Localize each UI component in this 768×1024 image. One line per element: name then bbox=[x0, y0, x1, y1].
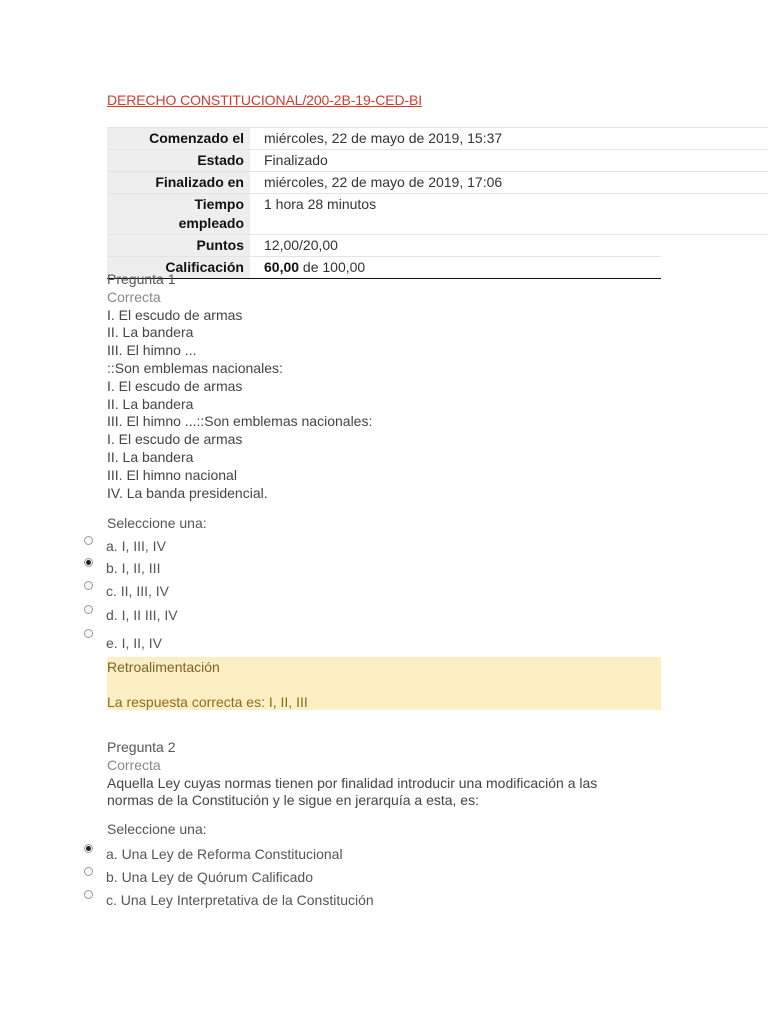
grade-value-score: 60,00 bbox=[264, 259, 300, 275]
feedback-title: Retroalimentación bbox=[107, 659, 220, 675]
summary-row-started bbox=[107, 127, 768, 149]
question-text-line: III. El himno ...::Son emblemas nacionales: bbox=[107, 413, 373, 430]
finished-label: Finalizado en bbox=[107, 172, 250, 193]
q1-option-b[interactable] bbox=[84, 559, 160, 576]
select-prompt: Seleccione una: bbox=[107, 821, 207, 838]
time-label-line-1: Tiempo bbox=[194, 196, 244, 212]
question-2 bbox=[107, 739, 597, 839]
summary-row-state bbox=[107, 149, 768, 171]
question-text-line: ::Son emblemas nacionales: bbox=[107, 359, 283, 376]
points-value: 12,00/20,00 bbox=[250, 235, 768, 256]
question-state: Correcta bbox=[107, 288, 161, 305]
radio-icon[interactable] bbox=[84, 890, 93, 899]
radio-checked-icon[interactable] bbox=[84, 844, 93, 853]
radio-checked-icon[interactable] bbox=[84, 558, 93, 567]
grade-value-total: de 100,00 bbox=[299, 259, 366, 275]
question-text-line: IV. La banda presidencial. bbox=[107, 484, 268, 501]
q2-option-b[interactable] bbox=[84, 868, 313, 885]
finished-value: miércoles, 22 de mayo de 2019, 17:06 bbox=[250, 172, 768, 193]
q2-option-c[interactable] bbox=[84, 891, 374, 908]
started-label: Comenzado el bbox=[107, 128, 250, 149]
question-text-line: normas de la Constitución y le sigue en jerarquía a esta, es: bbox=[107, 792, 479, 809]
radio-icon[interactable] bbox=[84, 536, 93, 545]
option-label: e. I, II, IV bbox=[106, 635, 163, 651]
summary-row-finished bbox=[107, 171, 768, 193]
course-breadcrumb-link[interactable]: DERECHO CONSTITUCIONAL/200-2B-19-CED-BI bbox=[107, 92, 423, 108]
attempt-summary-table bbox=[107, 127, 768, 279]
option-label: b. I, II, III bbox=[106, 560, 161, 576]
radio-icon[interactable] bbox=[84, 629, 93, 638]
feedback-box bbox=[107, 657, 661, 710]
option-label: c. II, III, IV bbox=[106, 583, 170, 599]
question-text bbox=[107, 307, 372, 503]
points-label: Puntos bbox=[107, 235, 250, 256]
select-prompt: Seleccione una: bbox=[107, 515, 207, 532]
question-number: Pregunta 2 bbox=[107, 739, 176, 755]
question-state: Correcta bbox=[107, 756, 161, 773]
correct-answer-text: La respuesta correcta es: I, II, III bbox=[107, 694, 308, 710]
option-label: a. I, III, IV bbox=[106, 538, 166, 554]
radio-icon[interactable] bbox=[84, 581, 93, 590]
question-text-line: I. El escudo de armas bbox=[107, 377, 243, 394]
option-label: a. Una Ley de Reforma Constitucional bbox=[106, 846, 343, 862]
radio-icon[interactable] bbox=[84, 605, 93, 614]
option-label: c. Una Ley Interpretativa de la Constitución bbox=[106, 892, 374, 908]
time-value: 1 hora 28 minutos bbox=[250, 194, 768, 234]
option-label: d. I, II III, IV bbox=[106, 607, 178, 623]
state-label: Estado bbox=[107, 150, 250, 171]
summary-row-points bbox=[107, 234, 768, 256]
q1-option-c[interactable] bbox=[84, 582, 169, 599]
started-value: miércoles, 22 de mayo de 2019, 15:37 bbox=[250, 128, 768, 149]
question-text-line: III. El himno nacional bbox=[107, 466, 237, 483]
question-text-line: III. El himno ... bbox=[107, 342, 197, 359]
summary-row-time bbox=[107, 193, 768, 234]
q2-option-a[interactable] bbox=[84, 845, 343, 862]
state-value: Finalizado bbox=[250, 150, 768, 171]
question-text-line: I. El escudo de armas bbox=[107, 431, 243, 448]
radio-icon[interactable] bbox=[84, 867, 93, 876]
question-text-line: II. La bandera bbox=[107, 395, 194, 412]
q1-option-d[interactable] bbox=[84, 606, 178, 623]
question-number: Pregunta 1 bbox=[107, 271, 176, 287]
question-text-line: II. La bandera bbox=[107, 324, 194, 341]
question-text-line: I. El escudo de armas bbox=[107, 306, 243, 323]
q1-option-e[interactable] bbox=[84, 630, 162, 651]
time-label-line-2: empleado bbox=[178, 215, 244, 231]
q1-option-a[interactable] bbox=[84, 537, 166, 554]
question-text-line: II. La bandera bbox=[107, 448, 194, 465]
question-text bbox=[107, 775, 597, 811]
grade-label: Calificación bbox=[107, 257, 250, 278]
question-text-line: Aquella Ley cuyas normas tienen por finalidad introducir una modificación a las bbox=[107, 774, 598, 791]
question-1 bbox=[107, 271, 372, 533]
option-label: b. Una Ley de Quórum Calificado bbox=[106, 869, 313, 885]
time-label bbox=[107, 194, 250, 234]
